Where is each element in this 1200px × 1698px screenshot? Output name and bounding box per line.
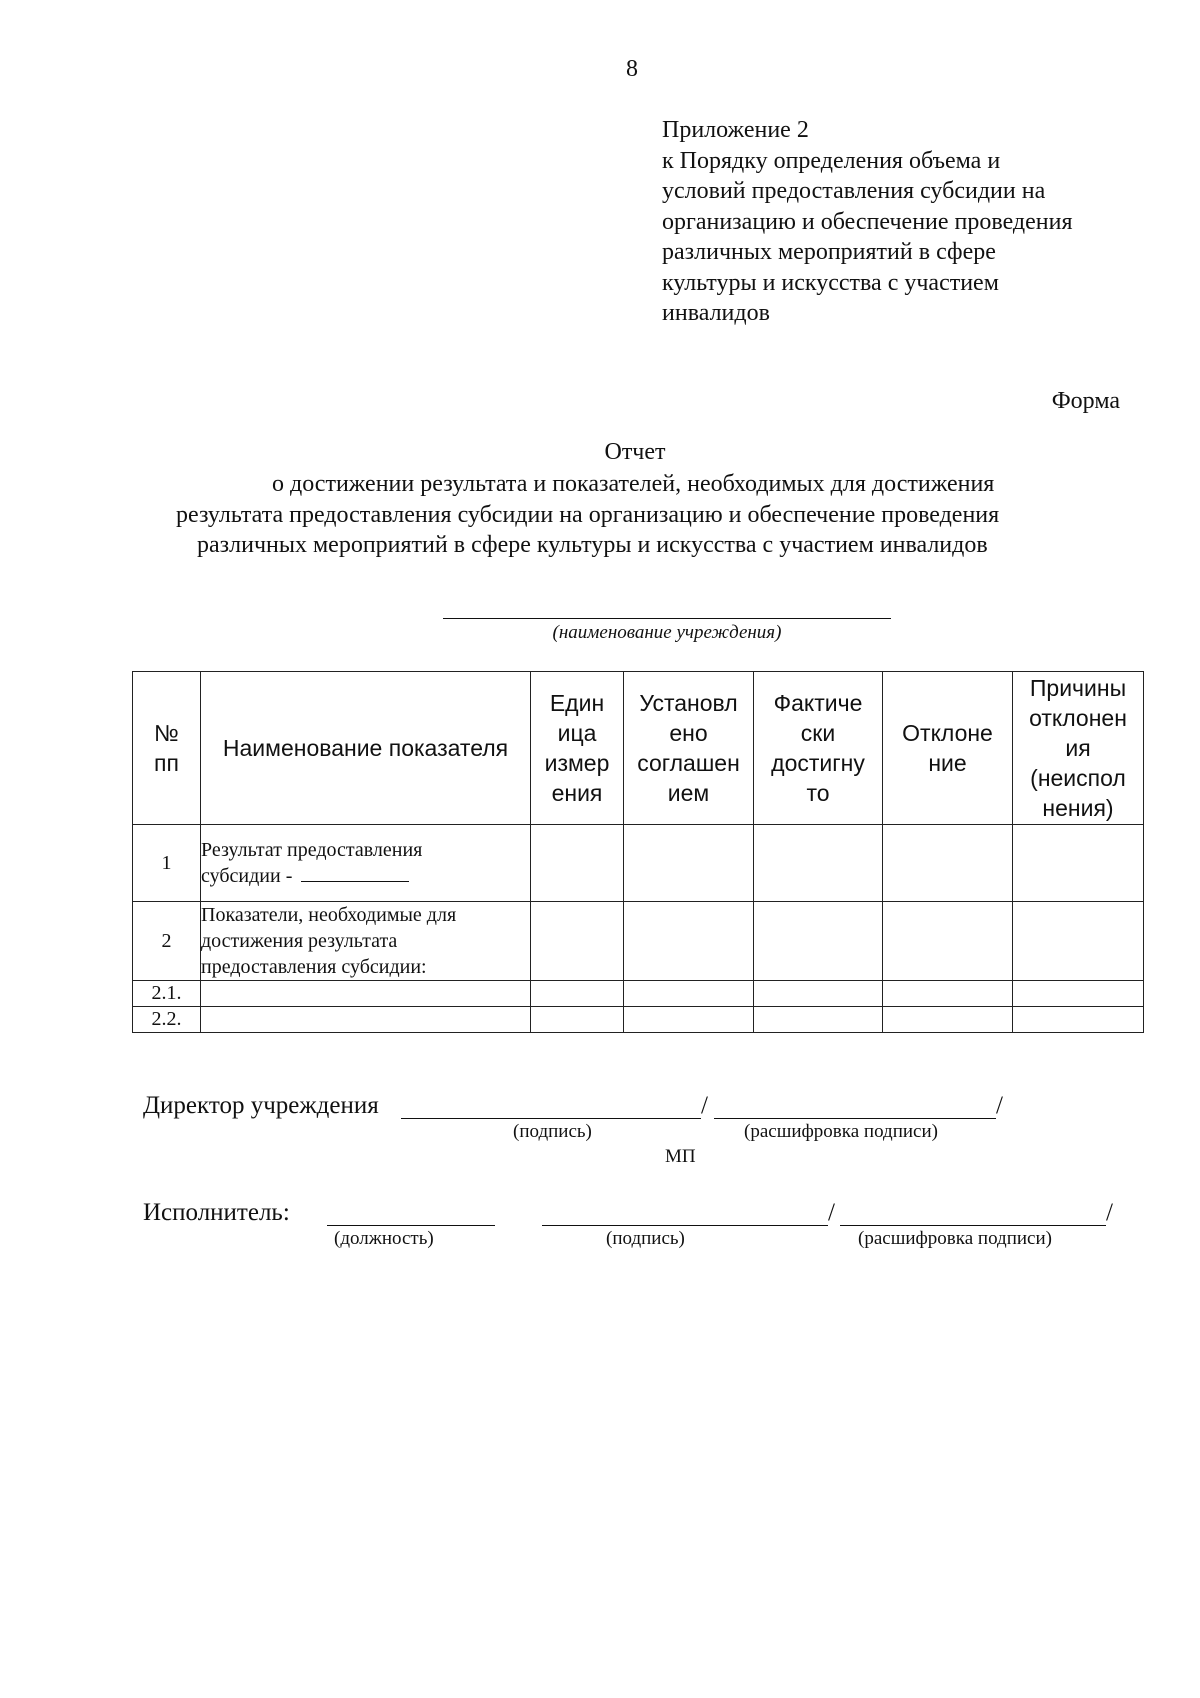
executor-decoding-line[interactable] [840, 1225, 1106, 1226]
table-row [133, 825, 1144, 902]
header-planned: Установл ено соглашен ием [624, 672, 754, 825]
cell-unit[interactable] [531, 902, 624, 981]
header-deviation: Отклоне ние [883, 672, 1013, 825]
appendix-line: организацию и обеспечение проведения [662, 208, 1073, 235]
header-reasons: Причины отклонен ия (неиспол нения) [1013, 672, 1144, 825]
cell-deviation[interactable] [883, 981, 1013, 1007]
institution-caption: (наименование учреждения) [552, 622, 782, 643]
director-label: Директор учреждения [143, 1092, 379, 1119]
appendix-block [662, 115, 1073, 329]
result-name-blank[interactable] [301, 863, 409, 882]
cell-unit[interactable] [531, 1007, 624, 1033]
separator-slash: / [996, 1092, 1003, 1119]
report-subtitle-line: о достижении результата и показателей, необходимых для достижения [272, 471, 995, 497]
row-number: 2 [133, 902, 201, 981]
director-signature-line[interactable] [401, 1118, 701, 1119]
appendix-line: культуры и искусства с участием [662, 269, 999, 296]
separator-slash: / [828, 1199, 835, 1226]
cell-indicator-name[interactable] [201, 981, 531, 1007]
header-actual: Фактиче ски достигну то [754, 672, 883, 825]
header-number: № пп [133, 672, 201, 825]
report-subtitle-line: результата предоставления субсидии на организацию и обеспечение проведения [176, 501, 1000, 528]
row-number: 1 [133, 825, 201, 902]
executor-position-line[interactable] [327, 1225, 495, 1226]
cell-planned[interactable] [624, 902, 754, 981]
director-decoding-line[interactable] [714, 1118, 996, 1119]
cell-planned[interactable] [624, 1007, 754, 1033]
header-indicator-name: Наименование показателя [201, 672, 531, 825]
cell-reasons[interactable] [1013, 902, 1144, 981]
cell-actual[interactable] [754, 902, 883, 981]
cell-actual[interactable] [754, 1007, 883, 1033]
table-header-row [133, 672, 1144, 825]
report-subtitle-line: различных мероприятий в сфере культуры и искусства с участием инвалидов [197, 532, 988, 558]
cell-deviation[interactable] [883, 902, 1013, 981]
cell-reasons[interactable] [1013, 1007, 1144, 1033]
cell-deviation[interactable] [883, 825, 1013, 902]
cell-unit[interactable] [531, 825, 624, 902]
row-indicator-name: Показатели, необходимые для достижения результата предоставления субсидии: [201, 902, 531, 981]
appendix-line: условий предоставления субсидии на [662, 178, 1046, 204]
executor-label: Исполнитель: [143, 1199, 290, 1226]
page-number: 8 [626, 56, 638, 82]
institution-name-line[interactable] [443, 618, 891, 619]
director-decoding-caption: (расшифровка подписи) [744, 1121, 938, 1142]
appendix-line: различных мероприятий в сфере [662, 239, 996, 265]
indicators-table [132, 671, 1144, 1033]
separator-slash: / [701, 1092, 708, 1119]
cell-planned[interactable] [624, 825, 754, 902]
row-indicator-name: Результат предоставления субсидии - [201, 825, 531, 902]
appendix-line: инвалидов [662, 300, 770, 326]
executor-position-caption: (должность) [334, 1228, 434, 1249]
cell-actual[interactable] [754, 981, 883, 1007]
cell-reasons[interactable] [1013, 981, 1144, 1007]
director-signature-caption: (подпись) [513, 1121, 592, 1142]
row-number: 2.1. [133, 981, 201, 1007]
report-title: Отчет [604, 439, 666, 465]
executor-signature-line[interactable] [542, 1225, 828, 1226]
table-row [133, 1007, 1144, 1033]
header-unit: Един ица измер ения [531, 672, 624, 825]
cell-deviation[interactable] [883, 1007, 1013, 1033]
cell-indicator-name[interactable] [201, 1007, 531, 1033]
appendix-line: к Порядку определения объема и [662, 147, 1001, 174]
appendix-line: Приложение 2 [662, 117, 809, 143]
row-number: 2.2. [133, 1007, 201, 1033]
cell-planned[interactable] [624, 981, 754, 1007]
seal-label: МП [665, 1146, 696, 1167]
table-row [133, 981, 1144, 1007]
table-row [133, 902, 1144, 981]
form-label: Форма [1051, 388, 1120, 414]
cell-actual[interactable] [754, 825, 883, 902]
separator-slash: / [1106, 1199, 1113, 1226]
cell-unit[interactable] [531, 981, 624, 1007]
executor-decoding-caption: (расшифровка подписи) [858, 1228, 1052, 1249]
executor-signature-caption: (подпись) [606, 1228, 685, 1249]
cell-reasons[interactable] [1013, 825, 1144, 902]
